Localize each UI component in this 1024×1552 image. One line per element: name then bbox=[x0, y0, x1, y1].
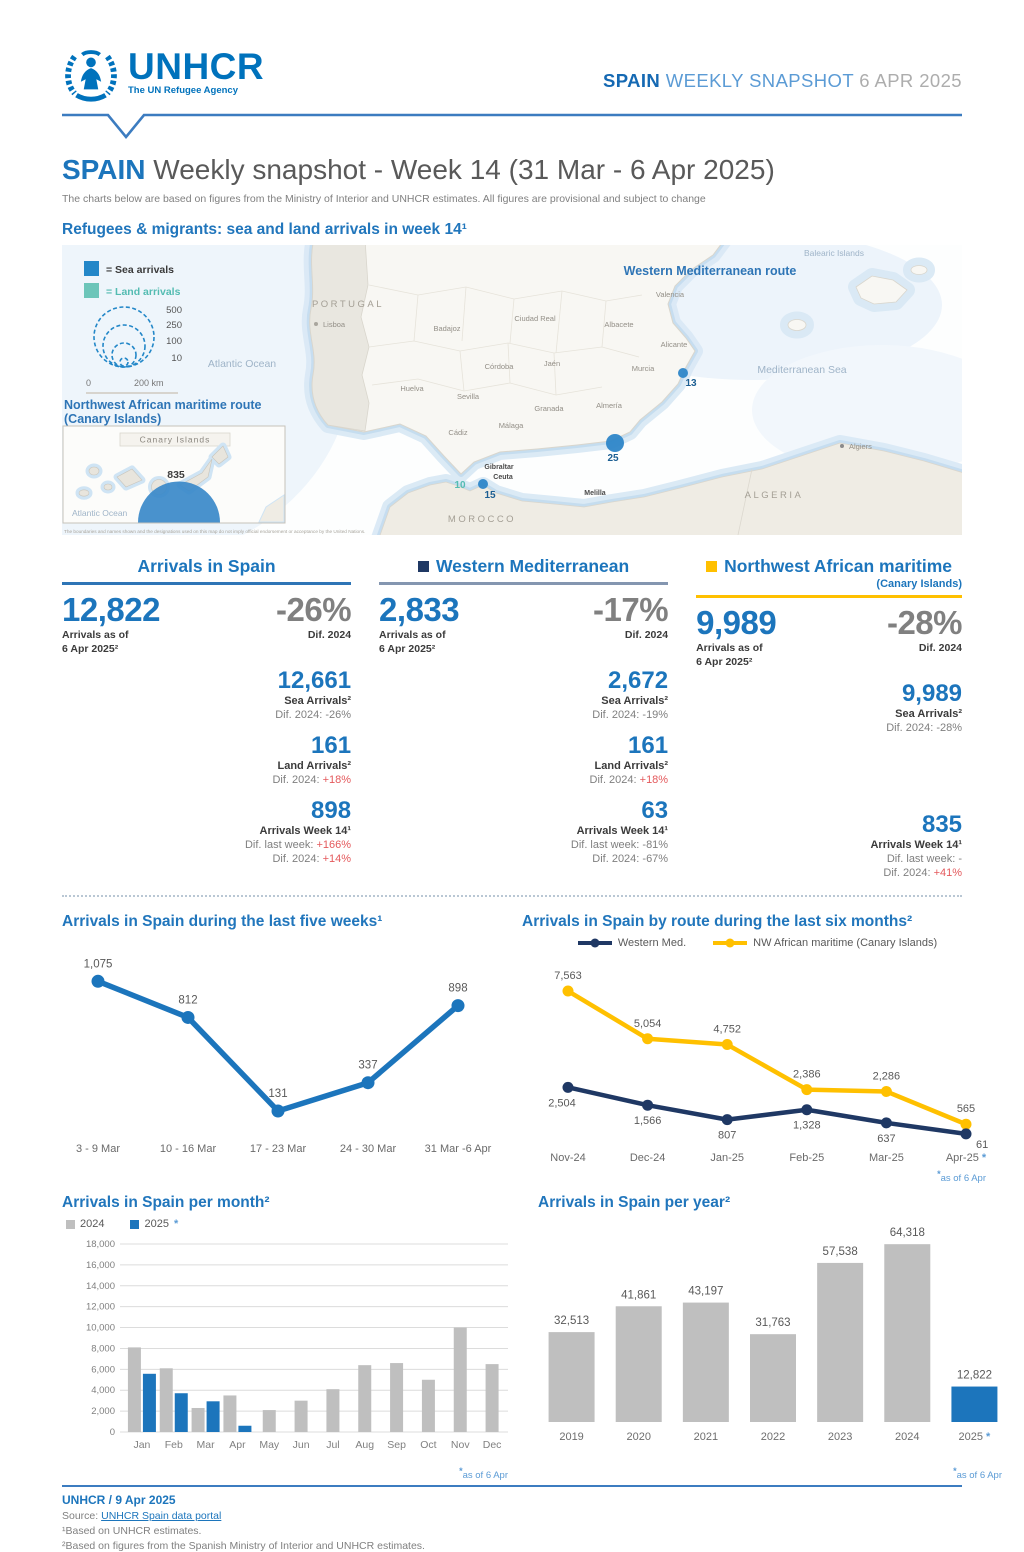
chart-point-label: 812 bbox=[178, 994, 198, 1007]
stats-western-med bbox=[379, 556, 668, 879]
six-months-line-chart bbox=[522, 949, 992, 1167]
line-series bbox=[568, 991, 966, 1124]
chart-bar bbox=[750, 1334, 796, 1422]
stats-header-spain-label: Arrivals in Spain bbox=[137, 556, 276, 576]
chart-point bbox=[881, 1086, 892, 1097]
sea-arrival-circle-ceuta bbox=[478, 479, 488, 489]
circle-legend-10: 10 bbox=[171, 353, 182, 364]
ceuta-label: Ceuta bbox=[493, 474, 513, 481]
y-tick-label: 8,000 bbox=[91, 1343, 115, 1355]
document-header-title bbox=[603, 70, 962, 92]
spain-data-portal-link[interactable]: UNHCR Spain data portal bbox=[101, 1510, 222, 1523]
bar-value-label: 43,197 bbox=[688, 1285, 724, 1298]
line-series bbox=[568, 1088, 966, 1135]
x-tick-label: 2020 bbox=[626, 1431, 651, 1444]
x-tick-label: 2025 * bbox=[958, 1431, 991, 1444]
y-tick-label: 6,000 bbox=[91, 1364, 115, 1376]
chart-bar bbox=[160, 1369, 173, 1433]
page-title bbox=[62, 154, 962, 186]
inset-atlantic-label: Atlantic Ocean bbox=[72, 508, 128, 518]
scale-end-label: 200 km bbox=[134, 378, 164, 388]
x-tick-label: 3 - 9 Mar bbox=[75, 1143, 121, 1156]
nw-african-swatch bbox=[706, 561, 717, 572]
map bbox=[62, 245, 962, 540]
algiers-label: Algiers bbox=[849, 442, 872, 451]
chart-six-months-title: Arrivals in Spain by route during the last six months² bbox=[522, 913, 913, 931]
chart-monthly bbox=[62, 1194, 514, 1482]
sea-arrivals-legend-label: = Sea arrivals bbox=[106, 264, 175, 276]
x-tick-label: Jun bbox=[292, 1439, 310, 1452]
map-attribution: The boundaries and names shown and the designations used on this map do not imply official endorsement or acceptance by the United Nations. bbox=[64, 529, 366, 534]
nw-route-label-2: (Canary Islands) bbox=[64, 412, 162, 426]
x-tick-label: Oct bbox=[420, 1439, 437, 1452]
chart-point-label: 2,286 bbox=[872, 1070, 901, 1083]
x-tick-label: Sep bbox=[387, 1439, 406, 1452]
bar-value-label: 41,861 bbox=[621, 1289, 657, 1302]
bar-value-label: 31,763 bbox=[755, 1317, 791, 1330]
cartagena-arrivals-value: 13 bbox=[685, 378, 697, 389]
week-arrivals-western-med: 63 Arrivals Week 14¹ Dif. last week: -81% Dif. 2024: -67% bbox=[570, 797, 669, 866]
x-tick-label: Mar bbox=[196, 1439, 215, 1452]
chart-point bbox=[452, 999, 465, 1012]
footer-note-2: ²Based on figures from the Spanish Ministry of Interior and UNHCR estimates. bbox=[62, 1540, 425, 1552]
y-tick-label: 14,000 bbox=[85, 1281, 115, 1293]
portugal-label: PORTUGAL bbox=[311, 299, 385, 310]
chart-bar bbox=[390, 1363, 403, 1432]
x-tick-label: May bbox=[259, 1439, 280, 1452]
stats-arrivals-spain bbox=[62, 556, 351, 879]
chart-bar bbox=[951, 1387, 997, 1422]
five-weeks-line-chart bbox=[62, 945, 498, 1157]
page-subtitle: The charts below are based on figures from the Ministry of Interior and UNHCR estimates. All figures are provisional and subject to change bbox=[62, 193, 706, 205]
x-tick-label: Apr bbox=[229, 1439, 246, 1452]
chart-point bbox=[563, 1082, 574, 1093]
stats-header-nw-african-note: (Canary Islands) bbox=[876, 578, 963, 590]
sea-arrival-circle-motril bbox=[606, 434, 624, 452]
chart-five-weeks-title: Arrivals in Spain during the last five weeks¹ bbox=[62, 913, 383, 931]
footnote-monthly: *as of 6 Apr bbox=[459, 1466, 508, 1482]
x-tick-label: 2024 bbox=[895, 1431, 920, 1444]
bar-value-label: 57,538 bbox=[822, 1246, 858, 1259]
y-tick-label: 16,000 bbox=[85, 1260, 115, 1272]
map-section-title: Refugees & migrants: sea and land arrivals in week 14¹ bbox=[62, 221, 467, 238]
stats-row bbox=[62, 556, 962, 879]
western-med-swatch bbox=[418, 561, 429, 572]
jaen-label: Jaén bbox=[543, 359, 561, 368]
valencia-label: Valencia bbox=[655, 290, 685, 299]
chart-point bbox=[961, 1129, 972, 1140]
chart-bar bbox=[549, 1332, 595, 1422]
chart-point-label: 61 bbox=[976, 1139, 989, 1152]
chart-point-label: 637 bbox=[877, 1133, 896, 1146]
sea-arrivals-spain: 12,661 Sea Arrivals² Dif. 2024: -26% bbox=[275, 667, 352, 722]
dif-2024-nw-african: -28% Dif. 2024 bbox=[886, 604, 963, 654]
land-arrivals-legend-label: = Land arrivals bbox=[106, 286, 181, 298]
lisboa-label: Lisboa bbox=[323, 320, 346, 329]
melilla-label: Melilla bbox=[584, 490, 606, 497]
y-tick-label: 2,000 bbox=[91, 1406, 115, 1418]
legend-item: 2025 * bbox=[130, 1218, 178, 1230]
chart-point-label: 565 bbox=[956, 1103, 976, 1116]
footer-note-1: ¹Based on UNHCR estimates. bbox=[62, 1525, 202, 1538]
x-tick-label: Feb-25 bbox=[789, 1152, 825, 1165]
chart-point bbox=[92, 975, 105, 988]
circle-legend-250: 250 bbox=[166, 320, 182, 331]
chart-bar bbox=[616, 1307, 662, 1423]
chart-point-label: 807 bbox=[718, 1129, 737, 1142]
stats-header-nw-african-label: Northwest African maritime bbox=[724, 556, 952, 576]
chart-point bbox=[642, 1034, 653, 1045]
canary-islands-label: Canary Islands bbox=[139, 434, 211, 445]
ceuta-land-arrivals-value: 10 bbox=[454, 480, 466, 491]
x-tick-label: 31 Mar -6 Apr bbox=[424, 1143, 492, 1156]
atlantic-ocean-label: Atlantic Ocean bbox=[207, 358, 277, 370]
sevilla-label: Sevilla bbox=[456, 392, 480, 401]
yearly-bar-chart bbox=[538, 1216, 1008, 1456]
chart-bar bbox=[454, 1328, 467, 1432]
chart-bar bbox=[207, 1402, 220, 1433]
motril-arrivals-value: 25 bbox=[607, 453, 619, 464]
chart-point-label: 1,075 bbox=[83, 958, 113, 971]
morocco-label: MOROCCO bbox=[447, 514, 517, 525]
x-tick-label: Nov-24 bbox=[550, 1152, 586, 1165]
legend-item: NW African maritime (Canary Islands) bbox=[712, 937, 937, 949]
canary-arrivals-value: 835 bbox=[167, 469, 185, 481]
dif-label: Dif. 2024 bbox=[307, 629, 352, 641]
cordoba-label: Córdoba bbox=[484, 362, 514, 371]
chart-bar bbox=[175, 1394, 188, 1433]
x-tick-label: Aug bbox=[355, 1439, 375, 1452]
footnote-six-months: *as of 6 Apr bbox=[937, 1169, 986, 1185]
nw-route-label-1: Northwest African maritime route bbox=[64, 398, 262, 412]
y-tick-label: 10,000 bbox=[85, 1322, 115, 1334]
chart-five-weeks bbox=[62, 913, 498, 1172]
chart-bar bbox=[143, 1374, 156, 1432]
chart-point-label: 7,563 bbox=[554, 970, 582, 983]
footnote-yearly: *as of 6 Apr bbox=[953, 1466, 1002, 1482]
chart-point bbox=[801, 1084, 812, 1095]
chart-bar bbox=[295, 1401, 308, 1432]
brand-tagline: The UN Refugee Agency bbox=[128, 85, 238, 97]
chart-yearly-title: Arrivals in Spain per year² bbox=[538, 1194, 731, 1212]
unhcr-emblem-icon bbox=[62, 44, 120, 102]
header-weekly-snapshot: WEEKLY SNAPSHOT bbox=[660, 70, 860, 91]
x-tick-label: Jan-25 bbox=[710, 1152, 745, 1165]
chart-yearly bbox=[538, 1194, 1008, 1482]
total-arrivals-western-med: 2,833 Arrivals as of 6 Apr 2025² bbox=[379, 591, 460, 655]
almeria-label: Almería bbox=[596, 401, 622, 410]
legend-item: 2024 bbox=[66, 1218, 104, 1230]
chart-point-label: 2,386 bbox=[793, 1068, 821, 1081]
x-tick-label: Jan bbox=[133, 1439, 151, 1452]
dif-2024-western-med: -17% Dif. 2024 bbox=[593, 591, 669, 641]
total-arrivals-spain: 12,822 Arrivals as of 6 Apr 2025² bbox=[62, 591, 160, 655]
land-arrivals-spain: 161 Land Arrivals² Dif. 2024: +18% bbox=[272, 732, 352, 787]
sea-arrivals-western-med: 2,672 Sea Arrivals² Dif. 2024: -19% bbox=[592, 667, 669, 722]
x-tick-label: Mar-25 bbox=[868, 1152, 904, 1165]
unhcr-logo bbox=[62, 44, 264, 102]
cadiz-label: Cádiz bbox=[448, 428, 468, 437]
dotted-separator bbox=[62, 895, 962, 897]
chart-point-label: 898 bbox=[448, 982, 468, 995]
chart-bar bbox=[422, 1380, 435, 1432]
albacete-label: Albacete bbox=[604, 320, 634, 329]
logo-text bbox=[128, 45, 265, 97]
x-tick-label: 2019 bbox=[559, 1431, 584, 1444]
circle-legend-500: 500 bbox=[166, 305, 182, 316]
chart-point-label: 131 bbox=[268, 1088, 288, 1101]
header bbox=[62, 44, 962, 102]
stats-nw-african bbox=[696, 556, 962, 879]
monthly-bar-chart bbox=[62, 1230, 514, 1466]
x-tick-label: Dec bbox=[482, 1439, 502, 1452]
stats-header-nw-african bbox=[696, 556, 962, 598]
header-spain: SPAIN bbox=[603, 70, 661, 91]
bar-value-label: 32,513 bbox=[553, 1315, 590, 1328]
y-tick-label: 4,000 bbox=[91, 1385, 115, 1397]
sea-arrival-circle-cartagena bbox=[678, 368, 688, 378]
footer-source: Source: UNHCR Spain data portal bbox=[62, 1510, 222, 1523]
chart-point bbox=[182, 1011, 195, 1024]
chart-bar bbox=[884, 1244, 930, 1422]
stats-header-western-med-label: Western Mediterranean bbox=[435, 556, 630, 576]
land-arrivals-western-med: 161 Land Arrivals² Dif. 2024: +18% bbox=[589, 732, 669, 787]
chart-point bbox=[642, 1100, 653, 1111]
ciudad-real-label: Ciudad Real bbox=[514, 314, 556, 323]
chart-point-label: 4,752 bbox=[713, 1023, 741, 1036]
x-tick-label: 24 - 30 Mar bbox=[339, 1143, 397, 1156]
malaga-label: Málaga bbox=[498, 421, 524, 430]
chart-bar bbox=[192, 1408, 205, 1432]
stats-header-western-med bbox=[379, 556, 668, 585]
chart-point-label: 5,054 bbox=[633, 1018, 662, 1031]
chart-bar bbox=[683, 1303, 729, 1422]
x-tick-label: Apr-25 * bbox=[945, 1152, 987, 1165]
chart-bar bbox=[263, 1410, 276, 1432]
x-tick-label: Dec-24 bbox=[629, 1152, 666, 1165]
chart-bar bbox=[358, 1365, 371, 1432]
chart-point-label: 1,328 bbox=[793, 1120, 821, 1133]
chart-monthly-legend bbox=[66, 1218, 514, 1230]
chart-six-months bbox=[522, 913, 992, 1185]
chart-point bbox=[272, 1105, 285, 1118]
page bbox=[0, 44, 1024, 1552]
header-divider bbox=[62, 112, 962, 140]
week-arrivals-spain: 898 Arrivals Week 14¹ Dif. last week: +166% Dif. 2024: +14% bbox=[244, 797, 352, 866]
chart-point-label: 1,566 bbox=[633, 1115, 662, 1128]
chart-monthly-title: Arrivals in Spain per month² bbox=[62, 1194, 270, 1212]
footer-credit: UNHCR / 9 Apr 2025 bbox=[62, 1493, 176, 1508]
x-tick-label: 2021 bbox=[693, 1431, 719, 1444]
chart-point bbox=[362, 1076, 375, 1089]
chart-point bbox=[801, 1105, 812, 1116]
y-tick-label: 0 bbox=[109, 1427, 115, 1439]
total-label: Arrivals as of bbox=[62, 629, 129, 641]
x-tick-label: 2022 bbox=[760, 1431, 786, 1444]
brand-wordmark: UNHCR bbox=[128, 45, 265, 87]
x-tick-label: 10 - 16 Mar bbox=[159, 1143, 217, 1156]
bar-value-label: 64,318 bbox=[889, 1227, 925, 1240]
ceuta-sea-arrivals-value: 15 bbox=[484, 490, 496, 501]
chart-bar bbox=[238, 1426, 251, 1432]
dif-2024-spain bbox=[276, 593, 351, 656]
sea-arrivals-nw-african: 9,989 Sea Arrivals² Dif. 2024: -28% bbox=[886, 680, 963, 735]
chart-bar bbox=[128, 1348, 141, 1433]
legend-item: Western Med. bbox=[577, 937, 686, 949]
y-tick-label: 18,000 bbox=[85, 1239, 115, 1251]
badajoz-label: Badajoz bbox=[433, 324, 461, 333]
footer bbox=[62, 1485, 962, 1552]
charts-row-2 bbox=[62, 1194, 1002, 1482]
granada-label: Granada bbox=[534, 404, 564, 413]
balearic-islands-label: Balearic Islands bbox=[803, 248, 865, 258]
stats-header-spain bbox=[62, 556, 351, 585]
chart-point-label: 2,504 bbox=[548, 1097, 576, 1110]
charts-row-1 bbox=[62, 913, 989, 1185]
header-date: 6 APR 2025 bbox=[859, 70, 962, 91]
murcia-label: Murcia bbox=[631, 364, 655, 373]
chart-point bbox=[563, 986, 574, 997]
dif-value: -26% bbox=[276, 591, 352, 628]
algeria-label: ALGERIA bbox=[744, 490, 804, 501]
chart-point bbox=[722, 1114, 733, 1125]
page-title-rest: Weekly snapshot - Week 14 (31 Mar - 6 Apr 2025) bbox=[145, 154, 775, 185]
canary-inset bbox=[63, 426, 285, 523]
arrivals-map bbox=[62, 245, 962, 535]
x-tick-label: Nov bbox=[450, 1439, 470, 1452]
mediterranean-sea-label: Mediterranean Sea bbox=[757, 364, 847, 376]
x-tick-label: Feb bbox=[164, 1439, 183, 1452]
chart-bar bbox=[817, 1263, 863, 1422]
page-title-bold: SPAIN bbox=[62, 154, 146, 185]
chart-point bbox=[881, 1118, 892, 1129]
bar-value-label: 12,822 bbox=[956, 1369, 993, 1382]
x-tick-label: Jul bbox=[326, 1439, 340, 1452]
huelva-label: Huelva bbox=[400, 384, 424, 393]
scale-start-label: 0 bbox=[86, 378, 92, 388]
chart-point-label: 337 bbox=[358, 1059, 378, 1072]
x-tick-label: 17 - 23 Mar bbox=[249, 1143, 307, 1156]
chart-point bbox=[722, 1039, 733, 1050]
week-arrivals-nw-african: 835 Arrivals Week 14¹ Dif. last week: - Dif. 2024: +41% bbox=[870, 811, 963, 880]
chart-point bbox=[961, 1119, 972, 1130]
alicante-label: Alicante bbox=[660, 340, 688, 349]
total-value: 12,822 bbox=[62, 591, 160, 628]
chart-bar bbox=[326, 1389, 339, 1432]
chart-bar bbox=[223, 1396, 236, 1433]
western-med-route-label: Western Mediterranean route bbox=[623, 264, 797, 278]
chart-six-months-legend bbox=[522, 937, 992, 949]
total-arrivals-nw-african: 9,989 Arrivals as of 6 Apr 2025² bbox=[696, 604, 777, 668]
y-tick-label: 12,000 bbox=[85, 1301, 115, 1313]
circle-legend-100: 100 bbox=[166, 336, 182, 347]
x-tick-label: 2023 bbox=[827, 1431, 853, 1444]
chart-bar bbox=[486, 1364, 499, 1432]
gibraltar-label: Gibraltar bbox=[484, 464, 514, 471]
